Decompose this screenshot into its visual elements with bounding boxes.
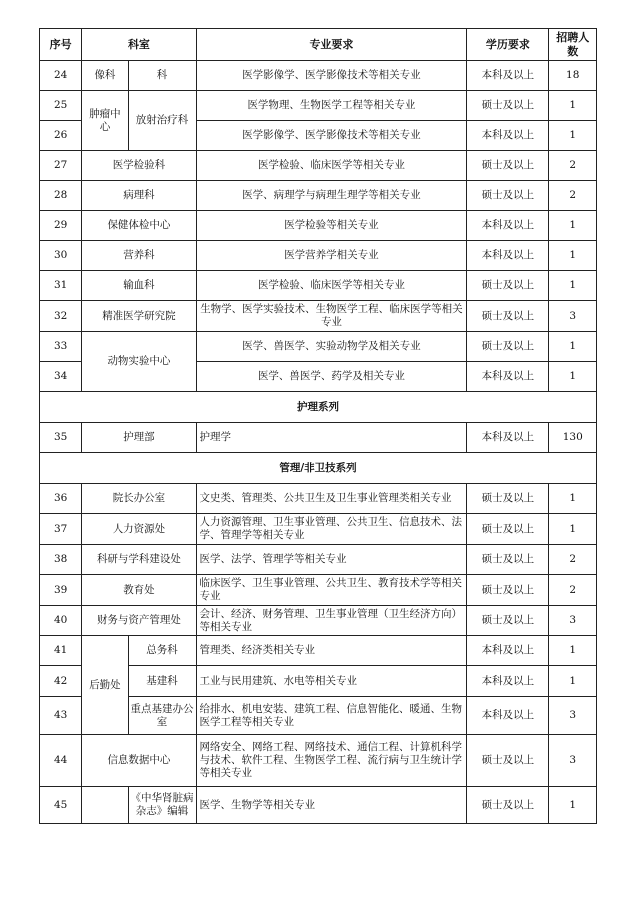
row-major: 医学、法学、管理学等相关专业 bbox=[196, 545, 467, 575]
row-edu: 本科及以上 bbox=[467, 61, 549, 91]
row-major: 医学、兽医学、实验动物学及相关专业 bbox=[196, 332, 467, 362]
row-major: 管理类、经济类相关专业 bbox=[196, 636, 467, 666]
row-count: 3 bbox=[549, 301, 597, 332]
table-row bbox=[40, 332, 597, 362]
row-no: 26 bbox=[40, 121, 82, 151]
table-row bbox=[40, 636, 597, 666]
row-edu: 硕士及以上 bbox=[467, 484, 549, 514]
row-count: 1 bbox=[549, 241, 597, 271]
row-edu: 硕士及以上 bbox=[467, 606, 549, 636]
row-edu: 硕士及以上 bbox=[467, 735, 549, 787]
row-edu: 硕士及以上 bbox=[467, 575, 549, 606]
row-no: 37 bbox=[40, 514, 82, 545]
header-dept: 科室 bbox=[82, 29, 196, 61]
row-major: 医学影像学、医学影像技术等相关专业 bbox=[196, 61, 467, 91]
row-no: 43 bbox=[40, 697, 82, 735]
row-count: 1 bbox=[549, 484, 597, 514]
row-no: 35 bbox=[40, 423, 82, 453]
row-subdept: 重点基建办公室 bbox=[128, 697, 196, 735]
recruitment-table bbox=[39, 28, 597, 824]
row-count: 1 bbox=[549, 121, 597, 151]
row-major: 医学、兽医学、药学及相关专业 bbox=[196, 362, 467, 392]
row-count: 1 bbox=[549, 332, 597, 362]
row-major: 护理学 bbox=[196, 423, 467, 453]
table-row bbox=[40, 91, 597, 121]
table-row bbox=[40, 301, 597, 332]
row-no: 38 bbox=[40, 545, 82, 575]
row-edu: 本科及以上 bbox=[467, 121, 549, 151]
table-row bbox=[40, 211, 597, 241]
row-major: 医学影像学、医学影像技术等相关专业 bbox=[196, 121, 467, 151]
row-edu: 硕士及以上 bbox=[467, 181, 549, 211]
row-dept: 人力资源处 bbox=[82, 514, 196, 545]
row-subdept: 总务科 bbox=[128, 636, 196, 666]
row-edu: 硕士及以上 bbox=[467, 787, 549, 824]
row-dept: 肿瘤中心 bbox=[82, 91, 128, 151]
table-row bbox=[40, 271, 597, 301]
row-count: 3 bbox=[549, 735, 597, 787]
table-row bbox=[40, 241, 597, 271]
row-dept: 科研与学科建设处 bbox=[82, 545, 196, 575]
header-major: 专业要求 bbox=[196, 29, 467, 61]
row-dept: 营养科 bbox=[82, 241, 196, 271]
table-row bbox=[40, 514, 597, 545]
header-no: 序号 bbox=[40, 29, 82, 61]
row-no: 25 bbox=[40, 91, 82, 121]
row-no: 30 bbox=[40, 241, 82, 271]
row-dept: 精准医学研究院 bbox=[82, 301, 196, 332]
row-count: 18 bbox=[549, 61, 597, 91]
row-no: 41 bbox=[40, 636, 82, 666]
row-no: 42 bbox=[40, 666, 82, 697]
row-dept: 院长办公室 bbox=[82, 484, 196, 514]
row-dept: 信息数据中心 bbox=[82, 735, 196, 787]
row-no: 39 bbox=[40, 575, 82, 606]
row-dept: 动物实验中心 bbox=[82, 332, 196, 392]
row-major: 医学营养学相关专业 bbox=[196, 241, 467, 271]
row-no: 24 bbox=[40, 61, 82, 91]
row-subdept: 放射治疗科 bbox=[128, 91, 196, 151]
row-edu: 本科及以上 bbox=[467, 362, 549, 392]
table-row bbox=[40, 484, 597, 514]
section-title-admin: 管理/非卫技系列 bbox=[40, 453, 597, 484]
header-edu: 学历要求 bbox=[467, 29, 549, 61]
row-edu: 本科及以上 bbox=[467, 636, 549, 666]
row-major: 会计、经济、财务管理、卫生事业管理（卫生经济方向）等相关专业 bbox=[196, 606, 467, 636]
row-count: 130 bbox=[549, 423, 597, 453]
row-no: 27 bbox=[40, 151, 82, 181]
table-row bbox=[40, 606, 597, 636]
row-count: 3 bbox=[549, 606, 597, 636]
row-no: 34 bbox=[40, 362, 82, 392]
row-count: 1 bbox=[549, 514, 597, 545]
row-no: 45 bbox=[40, 787, 82, 824]
row-major: 给排水、机电安装、建筑工程、信息智能化、暖通、生物医学工程等相关专业 bbox=[196, 697, 467, 735]
row-count: 1 bbox=[549, 787, 597, 824]
row-major: 医学检验、临床医学等相关专业 bbox=[196, 151, 467, 181]
row-edu: 本科及以上 bbox=[467, 211, 549, 241]
row-major: 医学检验、临床医学等相关专业 bbox=[196, 271, 467, 301]
row-edu: 硕士及以上 bbox=[467, 151, 549, 181]
row-edu: 硕士及以上 bbox=[467, 545, 549, 575]
row-subdept: 科 bbox=[128, 61, 196, 91]
row-major: 医学物理、生物医学工程等相关专业 bbox=[196, 91, 467, 121]
row-dept: 后勤处 bbox=[82, 636, 128, 735]
row-no: 29 bbox=[40, 211, 82, 241]
row-dept: 财务与资产管理处 bbox=[82, 606, 196, 636]
table-row bbox=[40, 181, 597, 211]
row-dept: 输血科 bbox=[82, 271, 196, 301]
row-major: 医学、病理学与病理生理学等相关专业 bbox=[196, 181, 467, 211]
section-row bbox=[40, 453, 597, 484]
row-no: 36 bbox=[40, 484, 82, 514]
header-row bbox=[40, 29, 597, 61]
row-no: 40 bbox=[40, 606, 82, 636]
row-major: 生物学、医学实验技术、生物医学工程、临床医学等相关专业 bbox=[196, 301, 467, 332]
row-no: 32 bbox=[40, 301, 82, 332]
row-major: 网络安全、网络工程、网络技术、通信工程、计算机科学与技术、软件工程、生物医学工程、流行病与卫生统计学等相关专业 bbox=[196, 735, 467, 787]
row-edu: 本科及以上 bbox=[467, 423, 549, 453]
table-row bbox=[40, 423, 597, 453]
section-title-nursing: 护理系列 bbox=[40, 392, 597, 423]
row-count: 2 bbox=[549, 181, 597, 211]
table-row bbox=[40, 787, 597, 824]
table-row bbox=[40, 61, 597, 91]
row-dept: 病理科 bbox=[82, 181, 196, 211]
table-row bbox=[40, 575, 597, 606]
table-row bbox=[40, 545, 597, 575]
row-no: 28 bbox=[40, 181, 82, 211]
row-no: 33 bbox=[40, 332, 82, 362]
row-edu: 硕士及以上 bbox=[467, 301, 549, 332]
row-count: 3 bbox=[549, 697, 597, 735]
row-count: 2 bbox=[549, 151, 597, 181]
row-count: 1 bbox=[549, 271, 597, 301]
row-count: 2 bbox=[549, 545, 597, 575]
row-dept: 护理部 bbox=[82, 423, 196, 453]
row-count: 1 bbox=[549, 362, 597, 392]
row-major: 临床医学、卫生事业管理、公共卫生、教育技术学等相关专业 bbox=[196, 575, 467, 606]
table-row bbox=[40, 151, 597, 181]
row-edu: 本科及以上 bbox=[467, 241, 549, 271]
row-major: 文史类、管理类、公共卫生及卫生事业管理类相关专业 bbox=[196, 484, 467, 514]
section-row bbox=[40, 392, 597, 423]
row-no: 31 bbox=[40, 271, 82, 301]
row-count: 2 bbox=[549, 575, 597, 606]
row-dept: 保健体检中心 bbox=[82, 211, 196, 241]
row-major: 人力资源管理、卫生事业管理、公共卫生、信息技术、法学、管理学等相关专业 bbox=[196, 514, 467, 545]
row-dept-empty bbox=[82, 787, 128, 824]
row-subdept: 《中华肾脏病杂志》编辑 bbox=[128, 787, 196, 824]
row-dept: 教育处 bbox=[82, 575, 196, 606]
row-edu: 硕士及以上 bbox=[467, 91, 549, 121]
row-subdept: 基建科 bbox=[128, 666, 196, 697]
row-count: 1 bbox=[549, 666, 597, 697]
row-dept: 像科 bbox=[82, 61, 128, 91]
row-edu: 硕士及以上 bbox=[467, 514, 549, 545]
row-no: 44 bbox=[40, 735, 82, 787]
row-edu: 硕士及以上 bbox=[467, 332, 549, 362]
row-count: 1 bbox=[549, 211, 597, 241]
row-count: 1 bbox=[549, 91, 597, 121]
table-row bbox=[40, 735, 597, 787]
header-count: 招聘人数 bbox=[549, 29, 597, 61]
row-major: 工业与民用建筑、水电等相关专业 bbox=[196, 666, 467, 697]
row-major: 医学检验等相关专业 bbox=[196, 211, 467, 241]
row-dept: 医学检验科 bbox=[82, 151, 196, 181]
row-major: 医学、生物学等相关专业 bbox=[196, 787, 467, 824]
row-edu: 本科及以上 bbox=[467, 666, 549, 697]
row-edu: 硕士及以上 bbox=[467, 271, 549, 301]
row-edu: 本科及以上 bbox=[467, 697, 549, 735]
row-count: 1 bbox=[549, 636, 597, 666]
